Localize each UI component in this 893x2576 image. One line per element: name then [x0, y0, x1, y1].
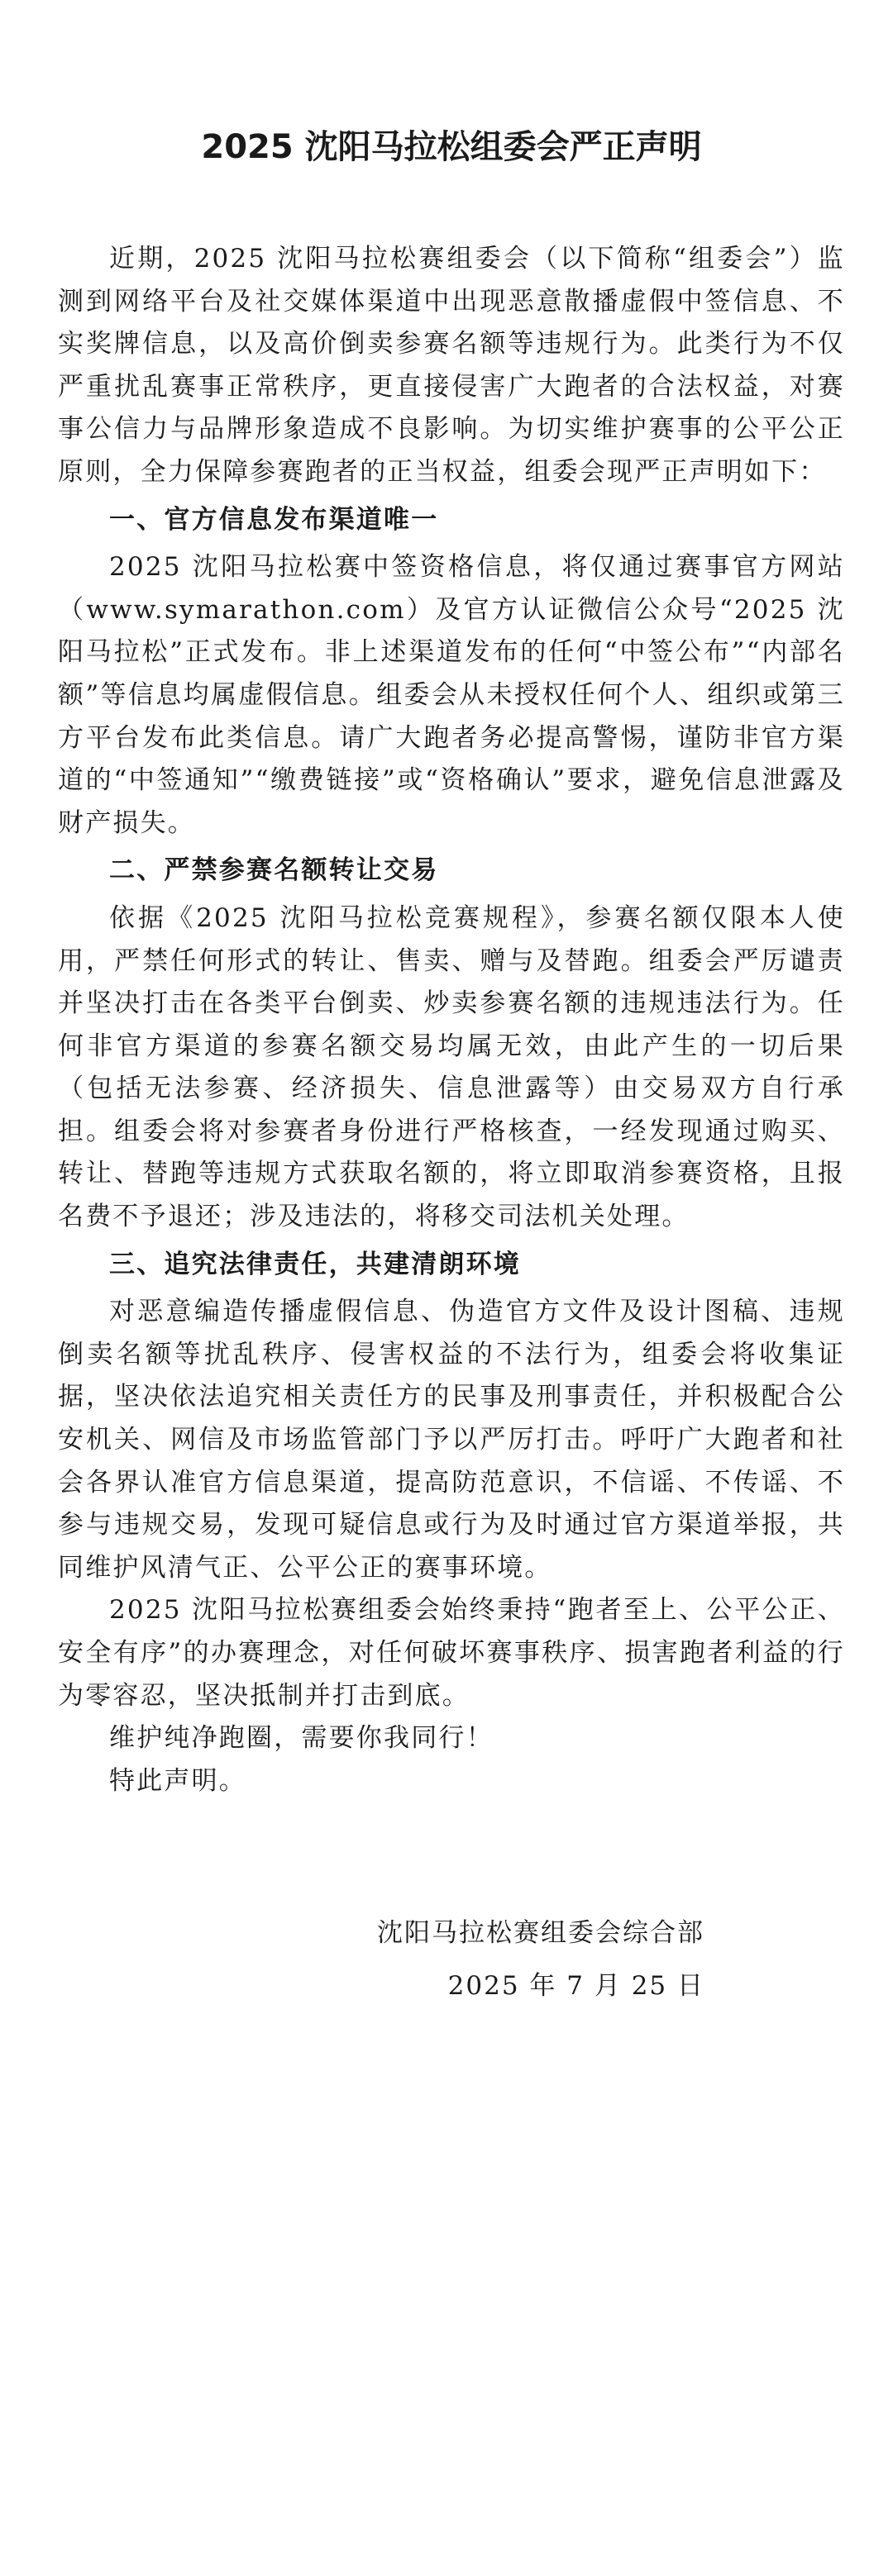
- section-body-1: 2025 沈阳马拉松赛中签资格信息，将仅通过赛事官方网站（www.symarathon.com）及官方认证微信公众号“2025 沈阳马拉松”正式发布。非上述渠道发布的任何“中签公布”“内部名额”等信息均属虚假信息。组委会从未授权任何个人、组织或第三方平台发布此类信息。请广大跑者务必提高警惕，谨防非官方渠道的“中签通知”“缴费链接”或“资格确认”要求，避免信息泄露及财产损失。: [58, 552, 845, 838]
- closing-paragraph: 2025 沈阳马拉松赛组委会始终秉持“跑者至上、公平公正、安全有序”的办赛理念，对任何破坏赛事秩序、损害跑者利益的行为零容忍，坚决抵制并打击到底。: [58, 1595, 845, 1711]
- section-body-3: 对恶意编造传播虚假信息、伪造官方文件及设计图稿、违规倒卖名额等扰乱秩序、侵害权益的不法行为，组委会将收集证据，坚决依法追究相关责任方的民事及刑事责任，并积极配合公安机关、网信及市场监管部门予以严厉打击。呼吁广大跑者和社会各界认准官方信息渠道，提高防范意识，不信谣、不传谣、不参与违规交易，发现可疑信息或行为及时通过官方渠道举报，共同维护风清气正、公平公正的赛事环境。: [58, 1297, 845, 1583]
- intro-paragraph: 近期，2025 沈阳马拉松赛组委会（以下简称“组委会”）监测到网络平台及社交媒体渠道中出现恶意散播虚假中签信息、不实奖牌信息，以及高价倒卖参赛名额等违规行为。此类行为不仅严重扰乱赛事正常秩序，更直接侵害广大跑者的合法权益，对赛事公信力与品牌形象造成不良影响。为切实维护赛事的公平公正原则，全力保障参赛跑者的正当权益，组委会现严正声明如下：: [58, 244, 845, 487]
- document-title: 2025 沈阳马拉松组委会严正声明: [201, 128, 702, 166]
- section-body-2: 依据《2025 沈阳马拉松竞赛规程》，参赛名额仅限本人使用，严禁任何形式的转让、售卖、赠与及替跑。组委会严厉谴责并坚决打击在各类平台倒卖、炒卖参赛名额的违规违法行为。任何非官方渠道的参赛名额交易均属无效，由此产生的一切后果（包括无法参赛、经济损失、信息泄露等）由交易双方自行承担。组委会将对参赛者身份进行严格核查，一经发现通过购买、转让、替跑等违规方式获取名额的，将立即取消参赛资格，且报名费不予退还；涉及违法的，将移交司法机关处理。: [58, 902, 845, 1232]
- signature-date: 2025 年 7 月 25 日: [447, 1971, 704, 2002]
- section-heading-1: 一、官方信息发布渠道唯一: [109, 504, 439, 535]
- section-heading-2: 二、严禁参赛名额转让交易: [109, 855, 439, 886]
- signature-organization: 沈阳马拉松赛组委会综合部: [377, 1918, 704, 1949]
- statement-line: 特此声明。: [109, 1765, 246, 1796]
- slogan-line: 维护纯净跑圈，需要你我同行！: [109, 1723, 494, 1754]
- section-heading-3: 三、追究法律责任，共建清朗环境: [109, 1249, 521, 1279]
- signature-spacer: [58, 1802, 845, 1908]
